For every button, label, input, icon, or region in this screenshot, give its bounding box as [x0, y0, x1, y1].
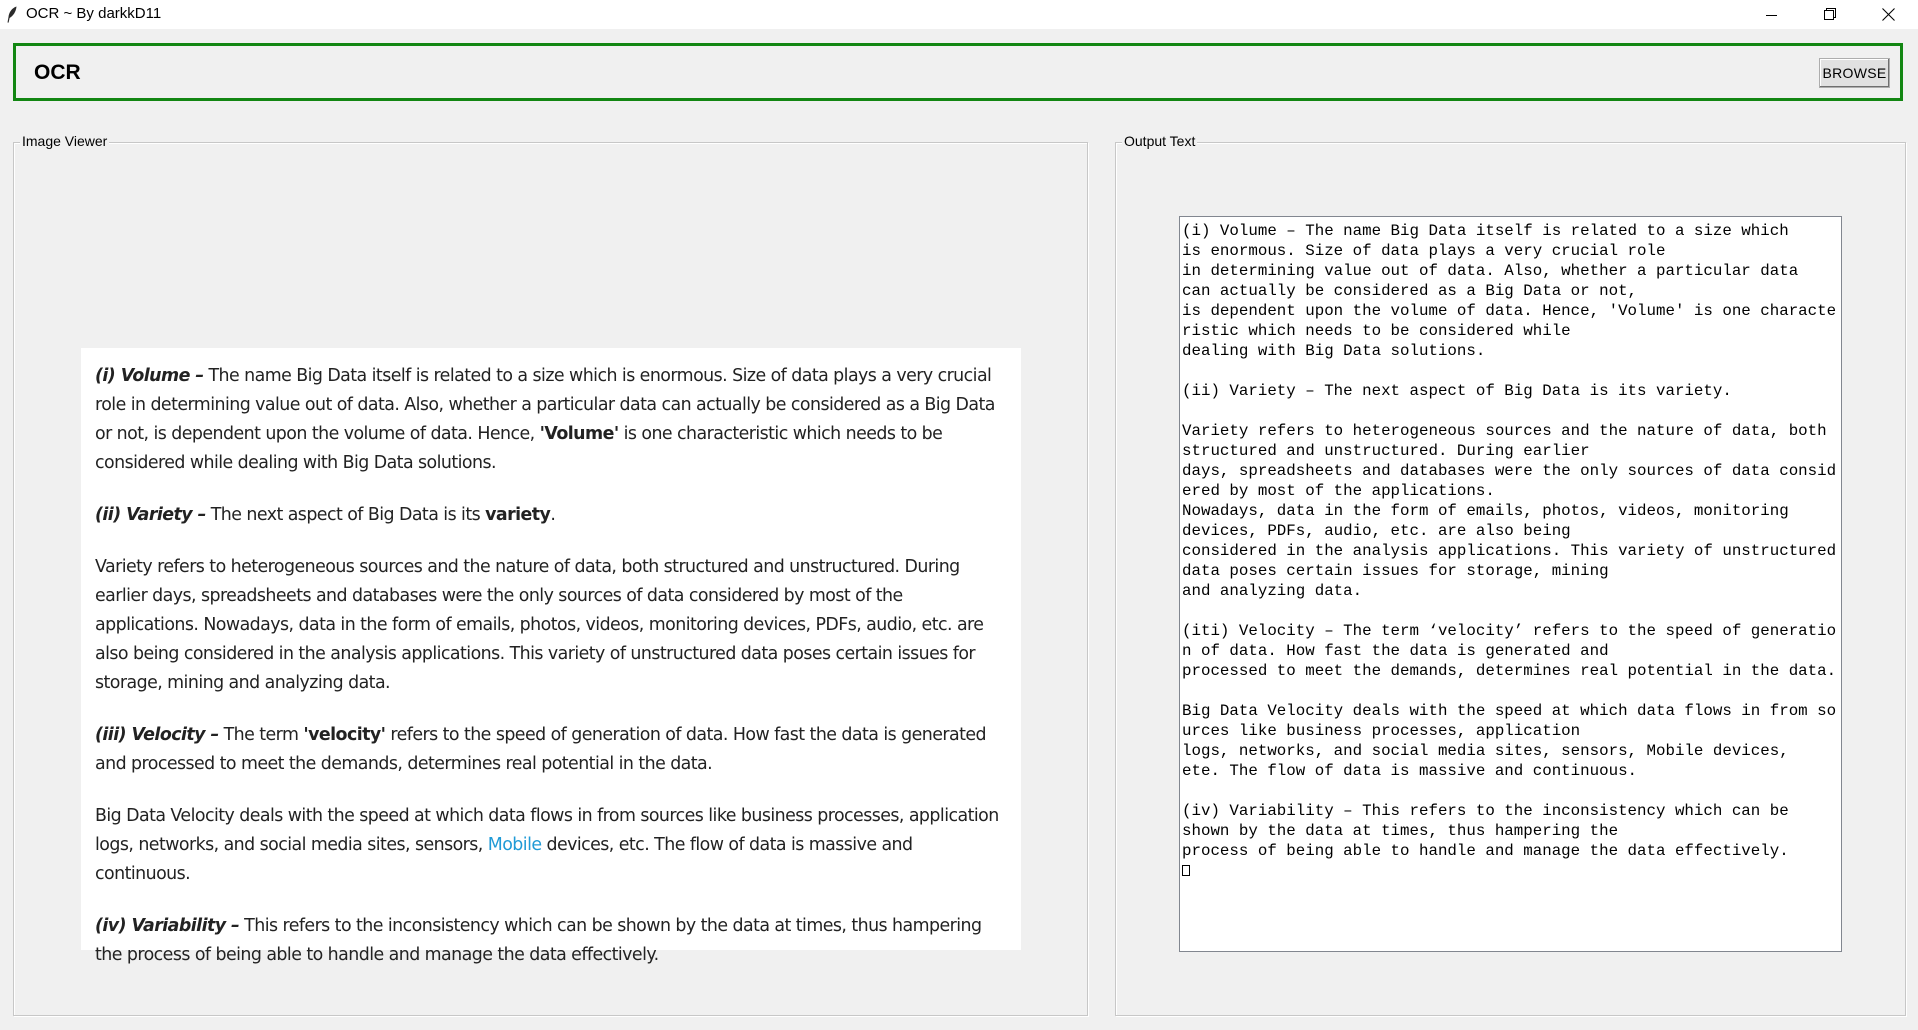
paragraph-variety-detail: Variety refers to heterogeneous sources and the nature of data, both structured and unstructured. During earlier days, spreadsheets and databases were the only sources of data considered by most of the applications. Nowadays, data in the form of emails, photos, videos, monitoring devices, PDFs, audio, etc. are also being considered in the analysis applications. This variety of unstructured data poses certain issues for storage, mining and analyzing data. — [95, 557, 984, 693]
output-text-label: Output Text — [1124, 133, 1196, 149]
window-title: OCR ~ By darkkD11 — [26, 5, 162, 22]
image-viewer-label: Image Viewer — [22, 133, 108, 149]
output-text-frame — [1115, 133, 1906, 1016]
loaded-document-image — [81, 348, 1021, 965]
title-bar — [0, 0, 1918, 29]
minimize-button[interactable] — [1743, 0, 1801, 29]
header-frame — [13, 43, 1903, 101]
browse-button[interactable]: BROWSE — [1819, 58, 1890, 88]
close-icon — [1882, 8, 1895, 21]
app-heading: OCR — [34, 61, 81, 84]
output-textbox[interactable] — [1179, 216, 1842, 952]
restore-icon — [1824, 8, 1837, 21]
feather-icon — [6, 6, 18, 23]
minimize-icon — [1766, 9, 1778, 21]
close-button[interactable] — [1859, 0, 1917, 29]
paragraph-velocity-detail: Big Data Velocity deals with the speed at which data flows in from sources like business processes, application logs, networks, and social media sites, sensors, Mobile devices, etc. The flow of data is massive and continuous. — [95, 806, 999, 884]
image-viewer-frame — [13, 133, 1088, 1016]
restore-button[interactable] — [1801, 0, 1859, 29]
paragraph-variability: (iv) Variability – This refers to the inconsistency which can be shown by the data at times, thus hampering the process of being able to handle and manage the data effectively. — [95, 916, 982, 965]
output-content: (i) Volume – The name Big Data itself is related to a size which is enormous. Size of data plays a very crucial role in determining value out of data. Also, whether a particular data can actually be considered as a Big Data or not, is dependent upon the volume of data. Hence, 'Volume' is one characteristic which needs to be considered while dealing with Big Data solutions. (ii) Variety – The next aspect of Big Data is its variety. Variety refers to heterogeneous sources and the nature of data, both structured and unstructured. During earlier days, spreadsheets and databases were the only sources of data considered by most of the applications. Nowadays, data in the form of emails, photos, videos, monitoring devices, PDFs, audio, etc. are also being considered in the analysis applications. This variety of unstructured data poses certain issues for storage, mining and analyzing data. (iti) Velocity – The term ‘velocity’ refers to the speed of generation of data. How fast the data is generated and processed to meet the demands, determines real potential in the data. Big Data Velocity deals with the speed at which data flows in from sources like business processes, application logs, networks, and social media sites, sensors, Mobile devices, ete. The flow of data is massive and continuous. (iv) Variability – This refers to the inconsistency which can be shown by the data at times, thus hampering the process of being able to handle and manage the data effectively. — [1182, 222, 1837, 860]
text-cursor — [1182, 865, 1190, 876]
paragraph-velocity: (iii) Velocity – The term 'velocity' refers to the speed of generation of data. How fast the data is generated and processed to meet the demands, determines real potential in the data. — [95, 725, 987, 774]
paragraph-volume: (i) Volume – The name Big Data itself is related to a size which is enormous. Size of data plays a very crucial role in determining value out of data. Also, whether a particular data can actually be considered as a Big Data or not, is dependent upon the volume of data. Hence, 'Volume' is one characteristic which needs to be considered while dealing with Big Data solutions. — [95, 366, 995, 473]
paragraph-variety: (ii) Variety – The next aspect of Big Data is its variety. — [95, 505, 556, 525]
